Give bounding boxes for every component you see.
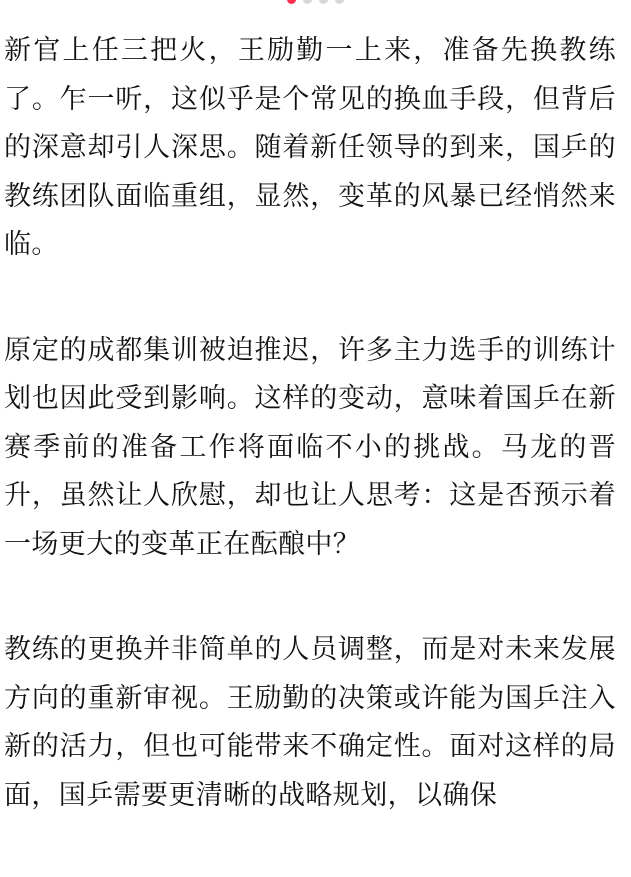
article-paragraph-3: 教练的更换并非简单的人员调整，而是对未来发展方向的重新审视。王励勤的决策或许能为国乒注入新的活力，但也可能带来不确定性。面对这样的局面，国乒需要更清晰的战略规划，以确保 — [4, 634, 616, 811]
article-body — [0, 27, 631, 877]
carousel-dot-1[interactable] — [287, 0, 296, 4]
article-paragraph-2: 原定的成都集训被迫推迟，许多主力选手的训练计划也因此受到影响。这样的变动，意味着国乒在新赛季前的准备工作将面临不小的挑战。马龙的晋升，虽然让人欣慰，却也让人思考：这是否预示着一场更大的变革正在酝酿中？ — [4, 334, 616, 560]
carousel-indicator — [0, 0, 631, 4]
carousel-dot-3[interactable] — [319, 0, 328, 4]
carousel-dot-4[interactable] — [335, 0, 344, 4]
carousel-dot-2[interactable] — [303, 0, 312, 4]
article-paragraph-1: 新官上任三把火，王励勤一上来，准备先换教练了。乍一听，这似乎是个常见的换血手段，但背后的深意却引人深思。随着新任领导的到来，国乒的教练团队面临重组，显然，变革的风暴已经悄然来临。 — [4, 35, 616, 260]
